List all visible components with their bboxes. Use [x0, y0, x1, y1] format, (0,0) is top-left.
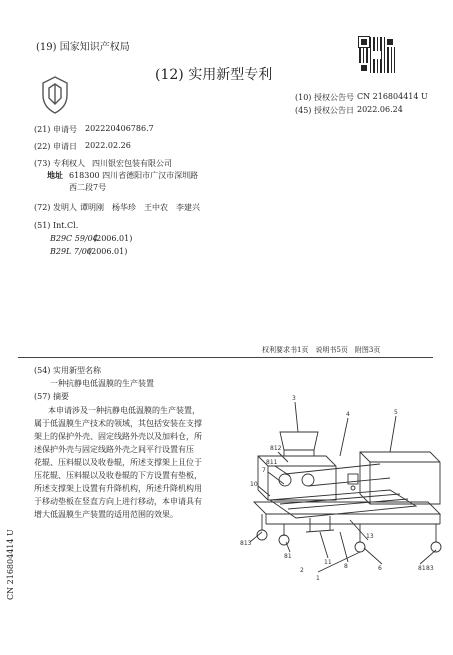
patentee-label: (73) 专利权人	[34, 159, 85, 168]
utility-model-title: 一种抗静电低温膜的生产装置	[50, 379, 154, 388]
cnipa-emblem-icon	[40, 75, 70, 115]
figure-label: 83	[426, 565, 434, 572]
address-line-1: 618300 四川省德阳市广汉市深圳路	[69, 171, 199, 180]
figure-label: 2	[300, 567, 304, 574]
figure-label: 813	[240, 540, 252, 547]
address-line-2: 西二段7号	[69, 183, 107, 192]
document-type: (12) 实用新型专利	[155, 67, 273, 83]
address-label: 地址	[47, 170, 63, 180]
publication-date-label: (45) 授权公告日	[295, 106, 354, 115]
abstract-line: 本申请涉及一种抗静电低温膜的生产装置，	[48, 406, 200, 415]
patentee: 四川银宏包装有限公司	[92, 159, 172, 168]
qr-code	[359, 37, 395, 73]
figure-label: 81	[418, 565, 426, 572]
abstract-line: 增大低温膜生产装置的适用范围的效果。	[34, 510, 178, 519]
publication-number: CN 216804414 U	[357, 92, 428, 101]
ipc-code-2: B29L 7/00	[50, 247, 92, 256]
title-label: (54) 实用新型名称	[34, 366, 101, 375]
figure-label: 8	[344, 563, 348, 570]
abstract-line: 架上的保护外壳、固定线路外壳以及加料仓，所	[34, 432, 202, 441]
ipc-version-2: (2006.01)	[88, 247, 128, 256]
figure-label: 6	[378, 565, 382, 572]
abstract-line: 压花辊、压料辊以及收卷辊的下方设置有垫板，	[34, 471, 202, 480]
figure-label: 7	[262, 467, 266, 474]
figure-label: 11	[324, 559, 332, 566]
figure-label: 1	[316, 575, 320, 582]
abstract-line: 述保护外壳与固定线路外壳之间平行设置有压	[34, 445, 194, 454]
inventors-label: (72) 发明人	[34, 203, 77, 212]
application-date: 2022.02.26	[85, 141, 131, 150]
application-date-label: (22) 申请日	[34, 142, 77, 151]
figure-label: 812	[270, 445, 282, 452]
ipc-version-1: (2006.01)	[93, 234, 133, 243]
side-publication-number: CN 216804414 U	[6, 529, 15, 600]
publication-date: 2022.06.24	[357, 105, 403, 114]
abstract-line: 属于低温膜生产技术的领域，其包括安装在支撑	[34, 419, 202, 428]
application-number-label: (21) 申请号	[34, 125, 77, 134]
application-number: 202220406786.7	[85, 124, 154, 133]
ipc-label: (51) Int.Cl.	[34, 221, 79, 230]
abstract-label: (57) 摘要	[34, 392, 69, 401]
figure-label: 3	[292, 395, 296, 402]
inventors: 谭明刚 杨华珍 王中农 李建兴	[80, 203, 200, 212]
abstract-line: 花辊、压料辊以及收卷辊，所述支撑架上且位于	[34, 458, 202, 467]
ipc-code-1: B29C 59/04	[50, 234, 98, 243]
figure-label: 13	[366, 533, 374, 540]
publication-number-label: (10) 授权公告号	[295, 93, 354, 102]
patent-drawing	[240, 392, 450, 582]
figure-label: 10	[250, 481, 258, 488]
figure-label: 81	[284, 553, 292, 560]
figure-label: 811	[266, 459, 278, 466]
page-summary: 权利要求书1页 说明书5页 附图3页	[262, 346, 381, 354]
figure-label: 5	[394, 409, 398, 416]
office-name: (19) 国家知识产权局	[36, 42, 130, 53]
hopper	[280, 432, 318, 450]
figure-label: 4	[346, 411, 350, 418]
abstract-line: 于移动垫板在竖直方向上进行移动，本申请具有	[34, 497, 202, 506]
abstract-line: 所述支撑架上设置有升降机构，所述升降机构用	[34, 484, 202, 493]
divider-line	[18, 357, 433, 358]
